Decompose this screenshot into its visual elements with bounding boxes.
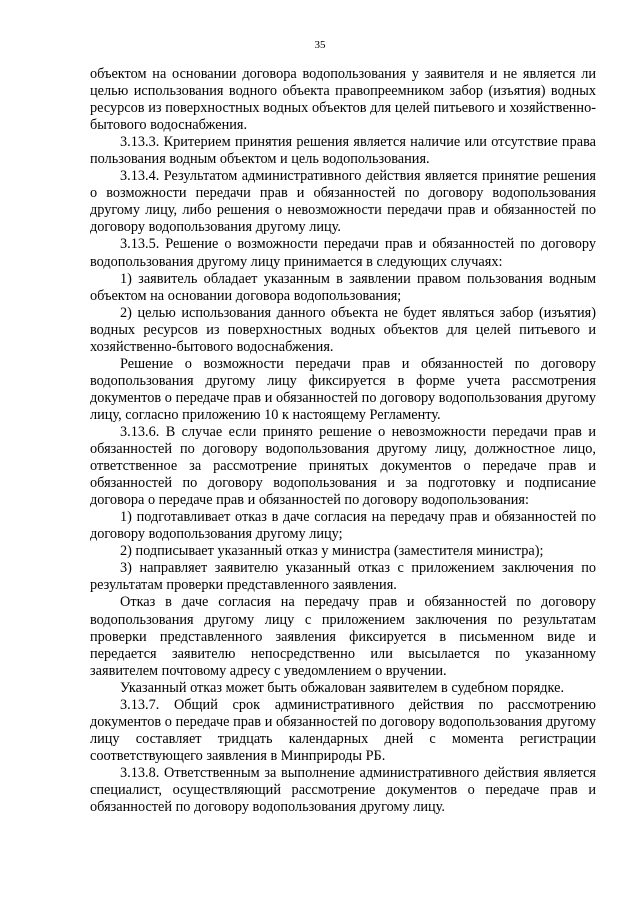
document-body	[90, 66, 596, 816]
paragraph-3-13-3: 3.13.3. Критерием принятия решения является наличие или отсутствие права пользования водным объектом и цель водопользования.	[90, 134, 596, 168]
paragraph-3-13-6: 3.13.6. В случае если принято решение о невозможности передачи прав и обязанностей по договору водопользования другому лицу, должностное лицо, ответственное за рассмотрение принятых документов о передаче прав и обязанностей по договору водопользования и за подготовку и подписание договора о передаче прав и обязанностей по договору водопользования:	[90, 423, 596, 509]
list-item-3-13-6-1: 1) подготавливает отказ в даче согласия на передачу прав и обязанностей по договору водопользования другому лицу;	[90, 509, 596, 543]
list-item-3-13-5-2: 2) целью использования данного объекта не будет являться забор (изъятия) водных ресурсов из поверхностных водных объектов для целей питьевого и хозяйственно-бытового водоснабжения.	[90, 304, 596, 355]
paragraph-3-13-5: 3.13.5. Решение о возможности передачи прав и обязанностей по договору водопользования другому лицу принимается в следующих случаях:	[90, 236, 596, 270]
paragraph-3-13-7: 3.13.7. Общий срок административного действия по рассмотрению документов о передаче прав и обязанностей по договору водопользования другому лицу составляет тридцать календарных дней с момента регистрации соответствующего заявления в Минприроды РБ.	[90, 696, 596, 764]
list-item-3-13-6-3: 3) направляет заявителю указанный отказ с приложением заключения по результатам проверки представленного заявления.	[90, 560, 596, 594]
paragraph-continuation: объектом на основании договора водопользования у заявителя и не является ли целью использования водного объекта правопреемником забор (изъятия) водных ресурсов из поверхностных водных объектов для целей питьевого и хозяйственно-бытового водоснабжения.	[90, 66, 596, 134]
paragraph-refusal-delivery: Отказ в даче согласия на передачу прав и обязанностей по договору водопользования другому лицу с приложением заключения по результатам проверки представленного заявления фиксируется в письменном виде и передается заявителю непосредственно или высылается по указанному заявителем почтовому адресу с уведомлением о вручении.	[90, 594, 596, 679]
paragraph-decision-record: Решение о возможности передачи прав и обязанностей по договору водопользования другому лицу фиксируется в форме учета рассмотрения документов о передаче прав и обязанностей по договору водопользования другому лицу, согласно приложению 10 к настоящему Регламенту.	[90, 355, 596, 423]
paragraph-3-13-4: 3.13.4. Результатом административного действия является принятие решения о возможности передачи прав и обязанностей по договору водопользования другому лицу, либо решения о невозможности передачи прав и обязанностей по договору водопользования другому лицу.	[90, 168, 596, 236]
list-item-3-13-6-2: 2) подписывает указанный отказ у министра (заместителя министра);	[120, 543, 544, 560]
paragraph-3-13-8: 3.13.8. Ответственным за выполнение административного действия является специалист, осуществляющий рассмотрение документов о передаче прав и обязанностей по договору водопользования другому лицу.	[90, 764, 596, 816]
page-number: 35	[314, 39, 326, 51]
list-item-3-13-5-1: 1) заявитель обладает указанным в заявлении правом пользования водным объектом на основании договора водопользования;	[90, 270, 596, 304]
paragraph-appeal: Указанный отказ может быть обжалован заявителем в судебном порядке.	[120, 679, 565, 696]
